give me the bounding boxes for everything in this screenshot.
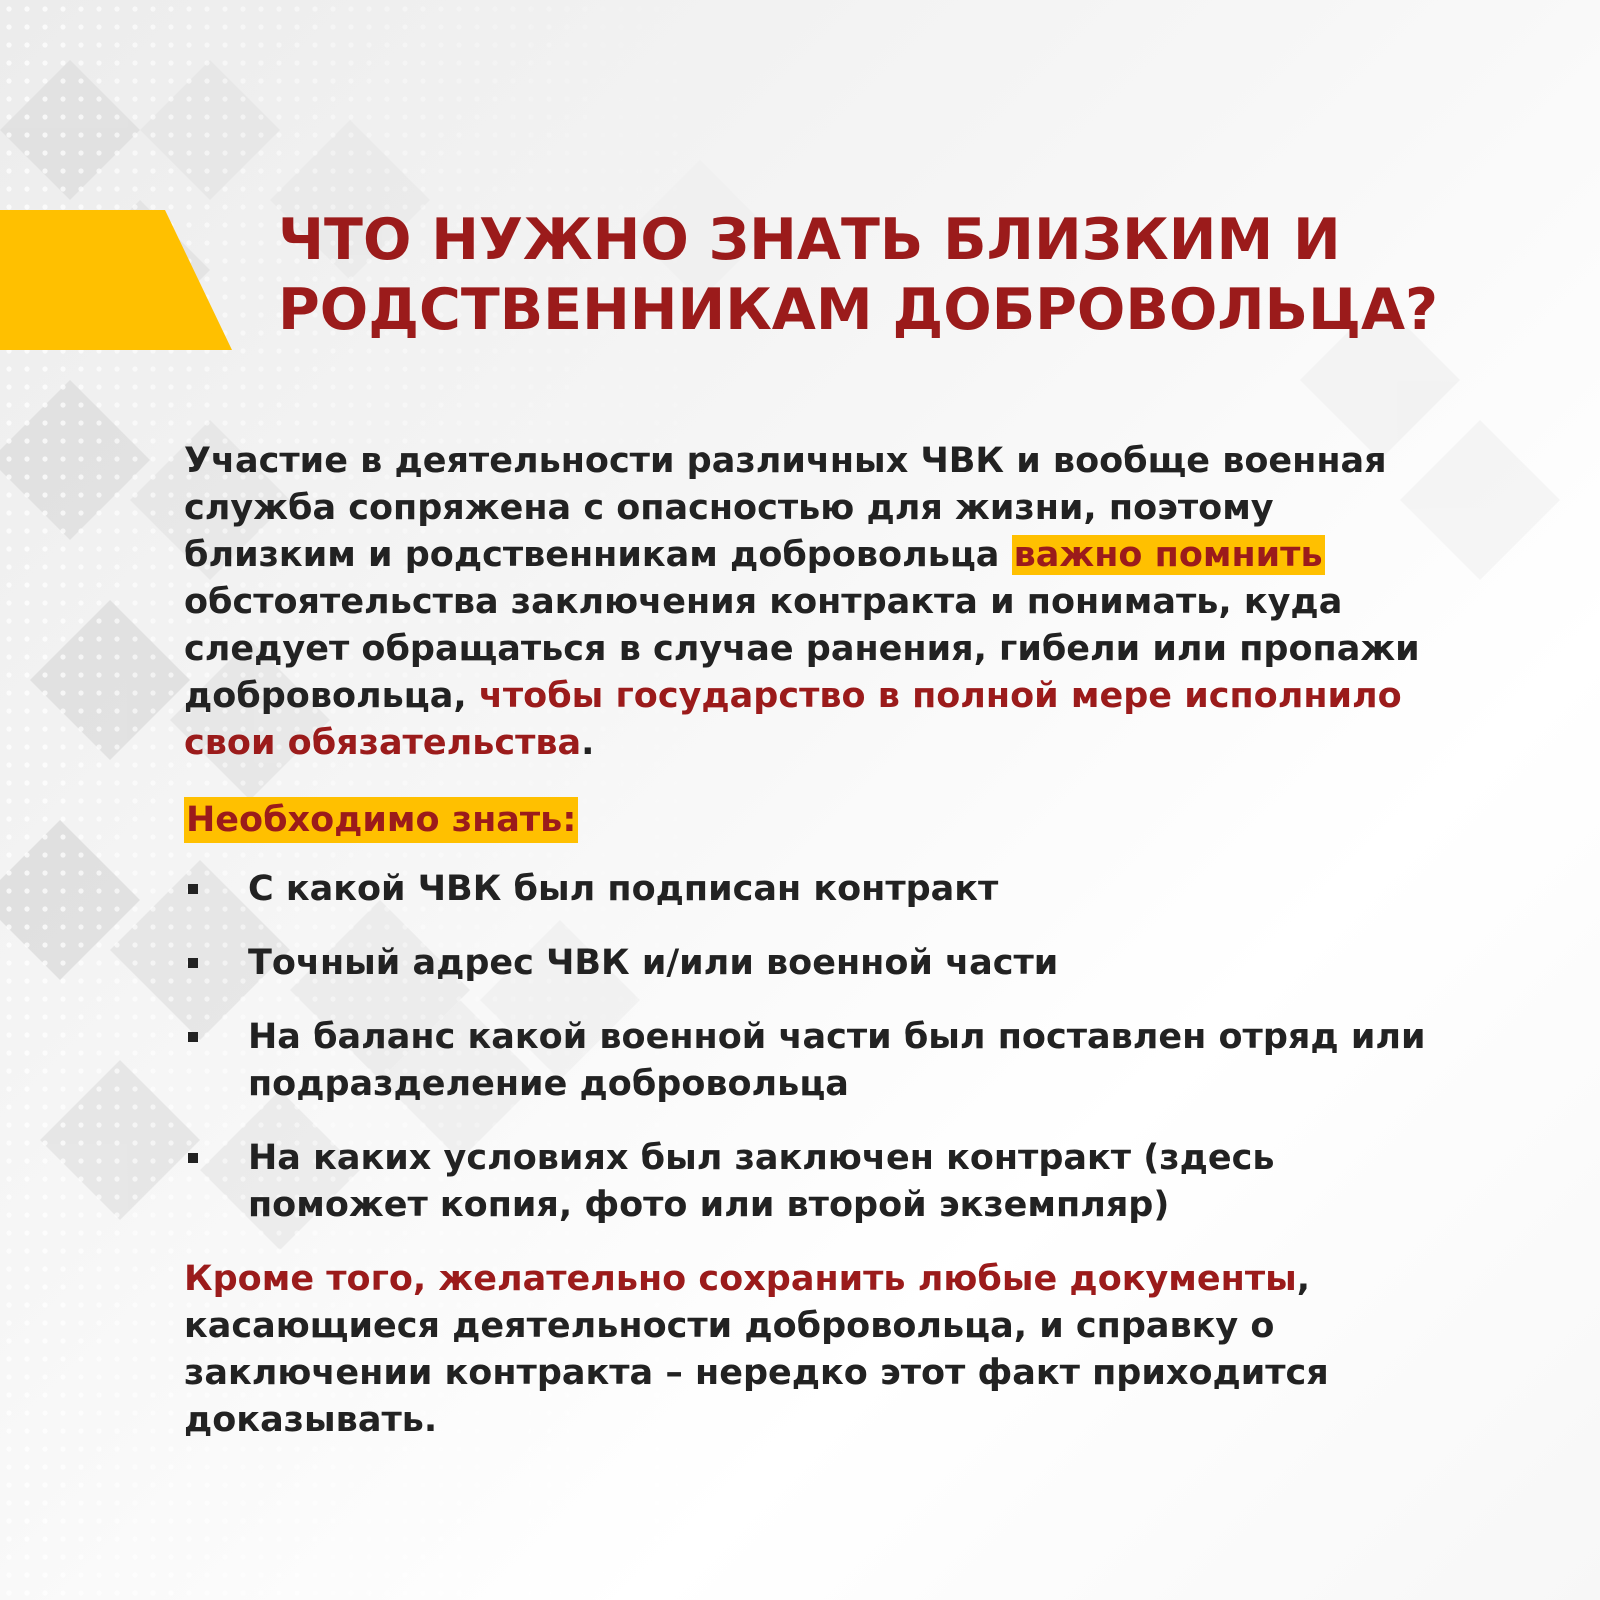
list-item-text: Точный адрес ЧВК и/или военной части — [248, 943, 1059, 983]
intro-text-1: Участие в деятельности различных ЧВК и вообще военная служба сопряжена с опасностью для жизни, поэтому близким и родственникам добровольца — [184, 441, 1387, 575]
title-line-2: РОДСТВЕННИКАМ ДОБРОВОЛЬЦА? — [278, 277, 1439, 343]
bullet-icon — [188, 958, 198, 968]
closing-emphasis: Кроме того, желательно сохранить любые документы — [184, 1259, 1297, 1299]
intro-emphasis: чтобы государство в полной мере исполнило свои обязательства — [184, 676, 1402, 763]
intro-text-2: обстоятельства заключения контракта и понимать, куда следует обращаться в случае ранения, гибели или пропажи добровольца, — [184, 582, 1420, 716]
list-item-text: На каких условиях был заключен контракт (здесь поможет копия, фото или второй экземпляр) — [248, 1138, 1275, 1225]
title-line-1: ЧТО НУЖНО ЗНАТЬ БЛИЗКИМ И — [278, 207, 1341, 273]
closing-paragraph — [184, 1256, 1454, 1444]
page-title — [278, 205, 1568, 345]
need-to-know-list — [184, 866, 1454, 1229]
list-item — [184, 866, 1454, 913]
main-content — [184, 438, 1454, 1444]
list-item-text: На баланс какой военной части был поставлен отряд или подразделение добровольца — [248, 1017, 1426, 1104]
intro-paragraph — [184, 438, 1454, 767]
bullet-icon — [188, 1032, 198, 1042]
bullet-icon — [188, 1153, 198, 1163]
intro-highlight: важно помнить — [1013, 535, 1323, 575]
list-item — [184, 1014, 1454, 1108]
closing-text: , касающиеся деятельности добровольца, и справку о заключении контракта – нередко этот факт приходится доказывать. — [184, 1259, 1329, 1440]
list-item-text: С какой ЧВК был подписан контракт — [248, 869, 999, 909]
bullet-icon — [188, 884, 198, 894]
list-item — [184, 1135, 1454, 1229]
need-to-know-label: Необходимо знать: — [184, 797, 578, 843]
list-item — [184, 940, 1454, 987]
intro-end: . — [581, 723, 595, 763]
